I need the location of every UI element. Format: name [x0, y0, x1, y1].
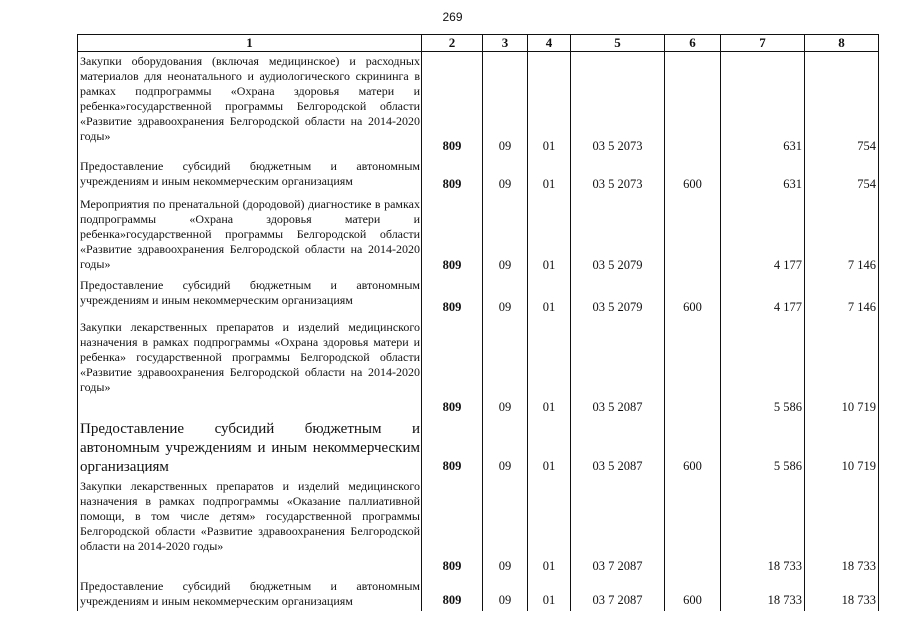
- cell-amount-col8: 7 146: [805, 276, 879, 318]
- cell-subsection: 01: [528, 577, 571, 611]
- cell-expense-type: 600: [665, 276, 721, 318]
- cell-ministry-code: 809: [422, 276, 483, 318]
- column-header-1: 1: [78, 35, 422, 52]
- cell-amount-col8: 754: [805, 157, 879, 195]
- cell-section: 09: [483, 195, 528, 276]
- column-header-4: 4: [528, 35, 571, 52]
- cell-subsection: 01: [528, 318, 571, 418]
- cell-expense-type: [665, 318, 721, 418]
- cell-amount-col7: 4 177: [721, 276, 805, 318]
- cell-section: 09: [483, 477, 528, 577]
- cell-ministry-code: 809: [422, 418, 483, 477]
- cell-subsection: 01: [528, 195, 571, 276]
- budget-table-container: [77, 34, 878, 608]
- cell-amount-col8: 10 719: [805, 318, 879, 418]
- cell-amount-col7: 5 586: [721, 318, 805, 418]
- cell-amount-col7: 18 733: [721, 577, 805, 611]
- table-row: [78, 52, 879, 157]
- cell-target-item: 03 5 2087: [571, 318, 665, 418]
- column-header-5: 5: [571, 35, 665, 52]
- row-description: Предоставление субсидий бюджетным и автономным учреждениям и иным некоммерческим организациям: [78, 157, 422, 195]
- cell-expense-type: [665, 477, 721, 577]
- cell-subsection: 01: [528, 157, 571, 195]
- cell-section: 09: [483, 318, 528, 418]
- table-row: [78, 318, 879, 418]
- cell-section: 09: [483, 52, 528, 157]
- cell-amount-col8: 18 733: [805, 577, 879, 611]
- table-row: [78, 577, 879, 611]
- row-description: Предоставление субсидий бюджетным и автономным учреждениям и иным некоммерческим организациям: [78, 418, 422, 477]
- cell-ministry-code: 809: [422, 195, 483, 276]
- cell-target-item: 03 5 2079: [571, 195, 665, 276]
- cell-expense-type: 600: [665, 418, 721, 477]
- row-description: Мероприятия по пренатальной (дородовой) диагностике в рамках подпрограммы «Охрана здоровья матери и ребенка»государственной программы Белгородской области «Развитие здравоохранения Белгородской области на 2014-2020 годы»: [78, 195, 422, 276]
- cell-target-item: 03 5 2073: [571, 52, 665, 157]
- row-description: Закупки лекарственных препаратов и изделий медицинского назначения в рамках подпрограммы «Охрана здоровья матери и ребенка» государственной программы Белгородской области «Развитие здравоохранения Белгородской области на 2014-2020 годы»: [78, 318, 422, 418]
- cell-amount-col7: 631: [721, 52, 805, 157]
- column-header-2: 2: [422, 35, 483, 52]
- cell-amount-col7: 18 733: [721, 477, 805, 577]
- cell-ministry-code: 809: [422, 52, 483, 157]
- cell-section: 09: [483, 276, 528, 318]
- cell-ministry-code: 809: [422, 157, 483, 195]
- cell-target-item: 03 5 2073: [571, 157, 665, 195]
- row-description: Предоставление субсидий бюджетным и автономным учреждениям и иным некоммерческим организациям: [78, 577, 422, 611]
- table-row: [78, 418, 879, 477]
- table-row: [78, 276, 879, 318]
- table-row: [78, 157, 879, 195]
- cell-amount-col8: 754: [805, 52, 879, 157]
- row-description: Предоставление субсидий бюджетным и автономным учреждениям и иным некоммерческим организациям: [78, 276, 422, 318]
- cell-target-item: 03 7 2087: [571, 477, 665, 577]
- column-header-3: 3: [483, 35, 528, 52]
- cell-subsection: 01: [528, 477, 571, 577]
- cell-amount-col8: 7 146: [805, 195, 879, 276]
- cell-target-item: 03 5 2087: [571, 418, 665, 477]
- column-header-6: 6: [665, 35, 721, 52]
- cell-ministry-code: 809: [422, 477, 483, 577]
- cell-expense-type: [665, 195, 721, 276]
- column-header-8: 8: [805, 35, 879, 52]
- cell-section: 09: [483, 577, 528, 611]
- cell-amount-col8: 10 719: [805, 418, 879, 477]
- cell-amount-col8: 18 733: [805, 477, 879, 577]
- cell-amount-col7: 4 177: [721, 195, 805, 276]
- cell-expense-type: 600: [665, 157, 721, 195]
- cell-subsection: 01: [528, 52, 571, 157]
- budget-table: [77, 34, 879, 611]
- cell-subsection: 01: [528, 418, 571, 477]
- cell-amount-col7: 631: [721, 157, 805, 195]
- cell-amount-col7: 5 586: [721, 418, 805, 477]
- cell-ministry-code: 809: [422, 318, 483, 418]
- table-row: [78, 477, 879, 577]
- cell-section: 09: [483, 418, 528, 477]
- cell-expense-type: [665, 52, 721, 157]
- row-description: Закупки лекарственных препаратов и изделий медицинского назначения в рамках подпрограммы «Оказание паллиативной помощи, в том числе детям» государственной программы Белгородской области «Развитие здравоохранения Белгородской области на 2014-2020 годы»: [78, 477, 422, 577]
- column-header-7: 7: [721, 35, 805, 52]
- cell-section: 09: [483, 157, 528, 195]
- column-number-header-row: [78, 35, 879, 52]
- cell-subsection: 01: [528, 276, 571, 318]
- table-row: [78, 195, 879, 276]
- page-number: 269: [442, 10, 463, 24]
- cell-target-item: 03 5 2079: [571, 276, 665, 318]
- cell-ministry-code: 809: [422, 577, 483, 611]
- cell-target-item: 03 7 2087: [571, 577, 665, 611]
- row-description: Закупки оборудования (включая медицинское) и расходных материалов для неонатального и аудиологического скрининга в рамках подпрограммы «Охрана здоровья матери и ребенка»государственной программы Белгородской области «Развитие здравоохранения Белгородской области на 2014-2020 годы»: [78, 52, 422, 157]
- cell-expense-type: 600: [665, 577, 721, 611]
